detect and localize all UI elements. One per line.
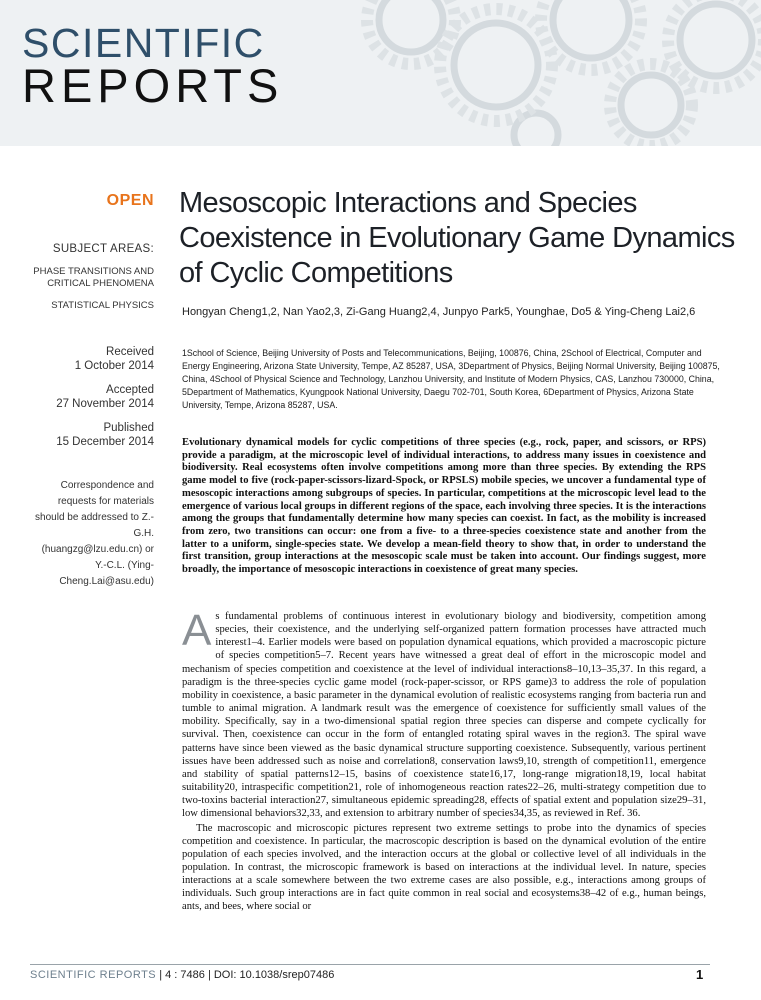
received-label: Received [106, 346, 154, 358]
page-number: 1 [696, 967, 704, 982]
published-label: Published [103, 422, 154, 434]
footer [30, 969, 334, 981]
subject-link[interactable]: STATISTICAL PHYSICS [51, 300, 154, 311]
correspondence-note: Correspondence and requests for materials should be addressed to Z.-G.H. (huangzg@lzu.edu.cn) or Y.-C.L. (Ying-Cheng.Lai@asu.edu) [35, 480, 154, 587]
footer-divider [30, 964, 710, 965]
received-date: 1 October 2014 [74, 360, 154, 372]
subject-areas-heading: SUBJECT AREAS: [52, 243, 154, 255]
abstract: Evolutionary dynamical models for cyclic competitions of three species (e.g., rock, paper, and scissors, or RPS) provide a paradigm, at the microscopic level of individual interactions, to address many issues in coexistence and biodiversity. Real ecosystems often involve competitions among more than three species. By extending the RPS game model to five (rock-paper-scissors-lizard-Spock, or RPSLS) mobile species, we uncover a fundamental type of mesoscopic interactions among subgroups of species. In particular, competitions at the microscopic level lead to the emergence of various local groups in different regions of the space, each involving three species. It is the interactions among the groups that fundamentally determine how many species can coexist. In fact, as the mobility is increased from zero, two transitions can occur: one from a five- to a three-species coexistence state and another from the latter to a uniform, single-species state. We develop a mean-field theory to show that, in order to understand the first transition, group interactions at the mesoscopic scale must be taken into account. Our findings suggest, more broadly, the importance of mesoscopic interactions in coexistence of great many species. [182, 437, 706, 576]
open-access-label: OPEN [106, 192, 154, 209]
author-list: Hongyan Cheng1,2, Nan Yao2,3, Zi-Gang Huang2,4, Junpyo Park5, Younghae, Do5 & Ying-Cheng Lai2,6 [182, 306, 696, 318]
article-title: Mesoscopic Interactions and Species Coexistence in Evolutionary Game Dynamics of Cyclic Competitions [179, 187, 735, 289]
accepted-date: 27 November 2014 [56, 398, 154, 410]
journal-name-top: SCIENTIFIC [22, 20, 265, 66]
journal-name-bottom: REPORTS [22, 59, 284, 112]
paragraph-2: The macroscopic and microscopic pictures represent two extreme settings to probe into the dynamics of species competition and coexistence. In particular, the macroscopic description is based on the dynamical evolution of the entire population of each species involved, and the interaction occurs at the global or collective level of all individuals in the population. In contrast, the microscopic framework is based on interactions at the individual level. In nature, species interactions at a scale somewhere between the two extreme cases are also possible, e.g., interactions among groups of individuals. Such group interactions are in fact quite common in real social and ecosystems38–42 of e.g., human beings, ants, and bees, where social or [182, 822, 706, 913]
journal-header [0, 0, 761, 146]
subject-list [30, 266, 154, 323]
published-date: 15 December 2014 [56, 436, 154, 448]
body-text [182, 606, 706, 914]
gear-decoration-icon [321, 0, 761, 146]
affiliations: 1School of Science, Beijing University of Posts and Telecommunications, Beijing, 100876, China, 2School of Electrical, Computer and Energy Engineering, Arizona State University, Tempe, AZ 85287, USA, 3Department of Physics, Beijing Normal University, Beijing 100875, China, 4School of Physical Science and Technology, Lanzhou University, and Institute of Modern Physics, CAS, Lanzhou 730000, China, 5Department of Mathematics, Kyungpook National University, Daegu 702-701, South Korea, 6Department of Physics, Arizona State University, Tempe, Arizona 85287, USA. [182, 348, 720, 410]
paragraph-1-text: s fundamental problems of continuous interest in evolutionary biology and biodiversity, competition among species, their coexistence, and the underlying self-organized pattern formation processes have attracted much interest1–4. Earlier models were based on population dynamical equations, which provided a macroscopic picture of species competition5–7. Recent years have witnessed a great deal of effort in the microscopic model and mechanism of species competition and coexistence at the level of individual interactions8–10,13–35,37. In this regard, a paradigm is the three-species cyclic game model (rock-paper-scissor, or RPS game)3 to address the role of population mobility in coexistence, a basic parameter in the dynamical evolution of realistic ecosystems ranging from bacteria run and tumble to animal migration. A landmark result was the emergence of coexistence for sufficiently small values of the mobility. Specifically, say in a two-dimensional spatial region three species can disperse and compete cyclically for survival. Then, coexistence can occur in the form of entangled rotating spiral waves in the region3. The spiral wave patterns have since been viewed as the basic dynamical structure supporting coexistence. Subsequently, various pertinent issues have been addressed such as noise and correlation8, conservation laws9,10, strength of competition11, emergence and stability of spatial patterns12–15, basins of coexistence state16,17, long-range migration18,19, local habitat suitability20, intraspecific competition21, role of inhomogeneous reaction rates22–26, multi-strategy competition due to two-toxins bacterial interaction27, simultaneous epidemic spreading28, effects of spatial extent and population size29–31, low dimensional behaviors32,33, and extension to arbitrary number of species34,35, as reviewed in Ref. 36. [182, 611, 706, 820]
accepted-label: Accepted [106, 384, 154, 396]
subject-link[interactable]: PHASE TRANSITIONS AND CRITICAL PHENOMENA [33, 266, 154, 289]
article-dates [30, 345, 154, 459]
drop-cap: A [182, 606, 212, 655]
paragraph-1 [182, 606, 706, 821]
footer-citation: | 4 : 7486 | DOI: 10.1038/srep07486 [159, 969, 335, 981]
footer-journal: SCIENTIFIC REPORTS [30, 969, 157, 981]
